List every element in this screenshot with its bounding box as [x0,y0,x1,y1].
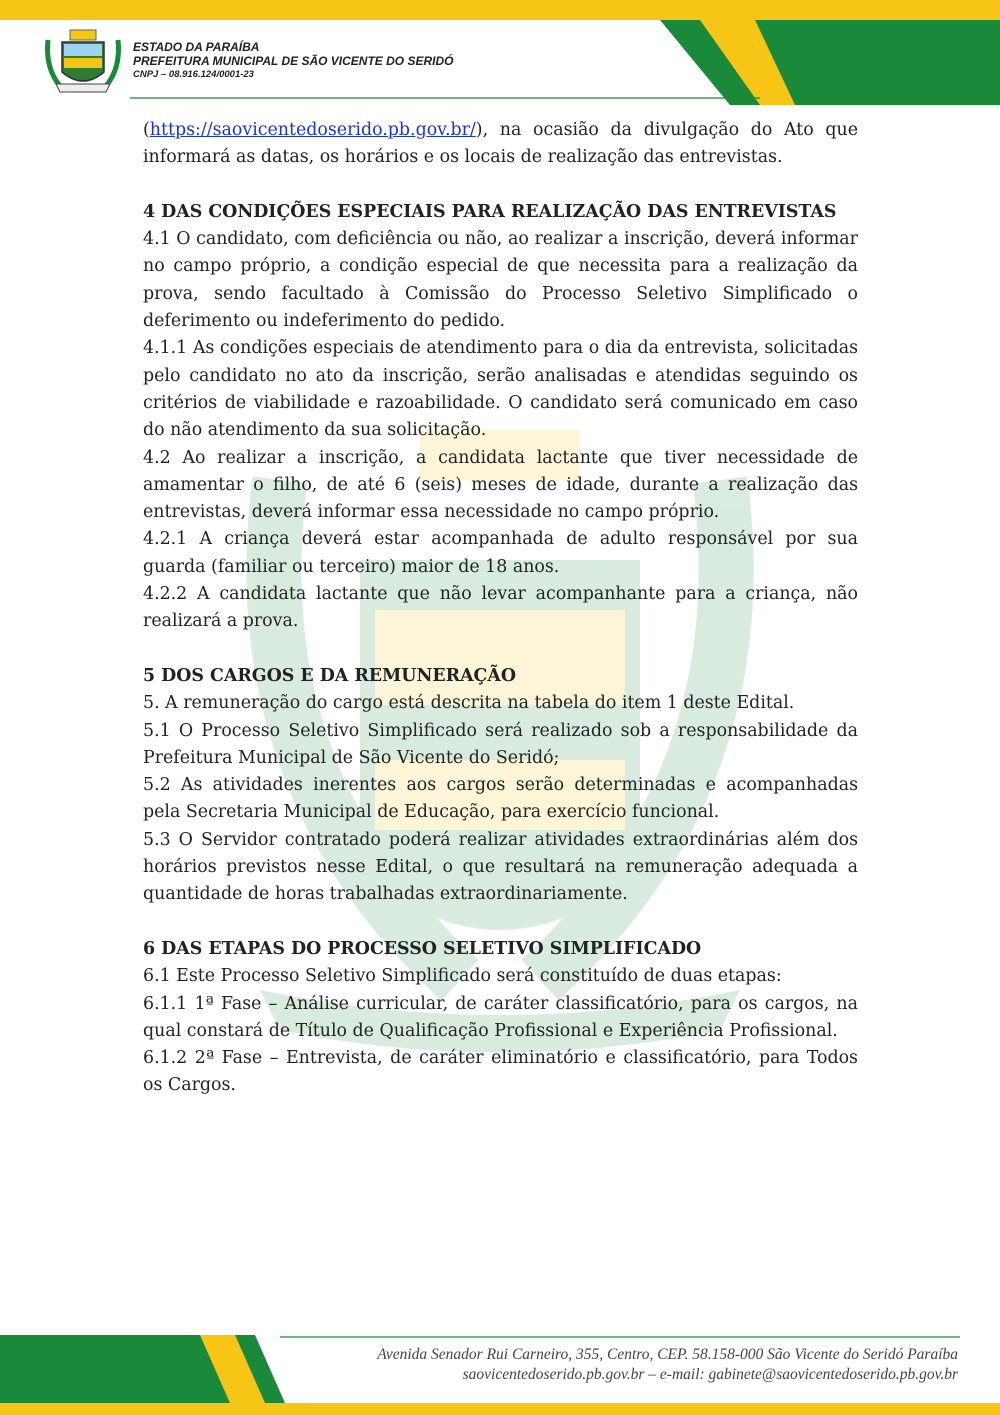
paragraph-5: 5. A remuneração do cargo está descrita na tabela do item 1 deste Edital. [143,693,795,714]
section-6-title: 6 DAS ETAPAS DO PROCESSO SELETIVO SIMPLIFICADO [143,938,702,959]
header-cnpj: CNPJ – 08.916.124/0001-23 [133,69,254,80]
paragraph-5-3: 5.3 O Servidor contratado poderá realizar atividades extraordinárias além dos horários previstos nesse Edital, o que resultará na remuneração adequada a quantidade de horas trabalhadas extraordinariamente. [143,829,858,905]
paragraph-4-1-1: 4.1.1 As condições especiais de atendimento para o dia da entrevista, solicitadas pelo candidato no ato da inscrição, serão analisadas e atendidas seguindo os critérios de viabilidade e razoabilidade. O candidato será comunicado em caso do não atendimento da sua solicitação. [143,338,858,441]
bottom-yellow-bar [0,1403,1000,1415]
coat-of-arms-logo [48,30,119,92]
top-yellow-bar [0,0,1000,20]
footer-address-line: Avenida Senador Rui Carneiro, 355, Centro, CEP. 58.158-000 São Vicente do Seridó Paraíba [377,1346,958,1363]
website-link[interactable]: https://saovicentedoserido.pb.gov.br/ [149,120,476,140]
paragraph-5-2: 5.2 As atividades inerentes aos cargos serão determinadas e acompanhadas pela Secretaria Municipal de Educação, para exercício funcional. [143,775,858,823]
footer-contact-line: saovicentedoserido.pb.gov.br – e-mail: gabinete@saovicentedoserido.pb.gov.br [462,1366,958,1383]
header-institution [133,40,453,82]
paragraph-4-2: 4.2 Ao realizar a inscrição, a candidata lactante que tiver necessidade de amamentar o filho, de até 6 (seis) meses de idade, durante a realização das entrevistas, deverá informar essa necessidade no campo próprio. [143,447,858,523]
paragraph-6-1-2: 6.1.2 2ª Fase – Entrevista, de caráter eliminatório e classificatório, para Todos os Cargos. [143,1048,858,1096]
paragraph-6-1-1: 6.1.1 1ª Fase – Análise curricular, de caráter classificatório, para os cargos, na qual constará de Título de Qualificação Profissional e Experiência Profissional. [143,993,858,1041]
intro-paragraph [143,117,858,172]
paragraph-5-1: 5.1 O Processo Seletivo Simplificado será realizado sob a responsabilidade da Prefeitura Municipal de São Vicente do Seridó; [143,720,858,768]
header-prefecture: PREFEITURA MUNICIPAL DE SÃO VICENTE DO SERIDÓ [133,54,454,68]
intro-open-paren: ( [143,120,150,140]
section-4-title: 4 DAS CONDIÇÕES ESPECIAIS PARA REALIZAÇÃO DAS ENTREVISTAS [143,201,837,222]
paragraph-4-2-2: 4.2.2 A candidata lactante que não levar acompanhante para a criança, não realizará a prova. [143,584,858,632]
section-5-title: 5 DOS CARGOS E DA REMUNERAÇÃO [143,665,517,686]
header-state: ESTADO DA PARAÍBA [133,40,260,54]
footer-address [377,1345,958,1385]
paragraph-6-1: 6.1 Este Processo Seletivo Simplificado será constituído de duas etapas: [143,966,782,987]
paragraph-4-2-1: 4.2.1 A criança deverá estar acompanhada de adulto responsável por sua guarda (familiar ou terceiro) maior de 18 anos. [143,529,858,577]
paragraph-4-1: 4.1 O candidato, com deficiência ou não, ao realizar a inscrição, deverá informar no campo próprio, a condição especial de que necessita para a realização da prova, sendo facultado à Comissão do Processo Seletivo Simplificado o deferimento ou indeferimento do pedido. [143,229,858,332]
document-body [143,117,858,1100]
intro-text: ), na ocasião da divulgação do Ato que informará as datas, os horários e os locais de realização das entrevistas. [143,120,858,168]
